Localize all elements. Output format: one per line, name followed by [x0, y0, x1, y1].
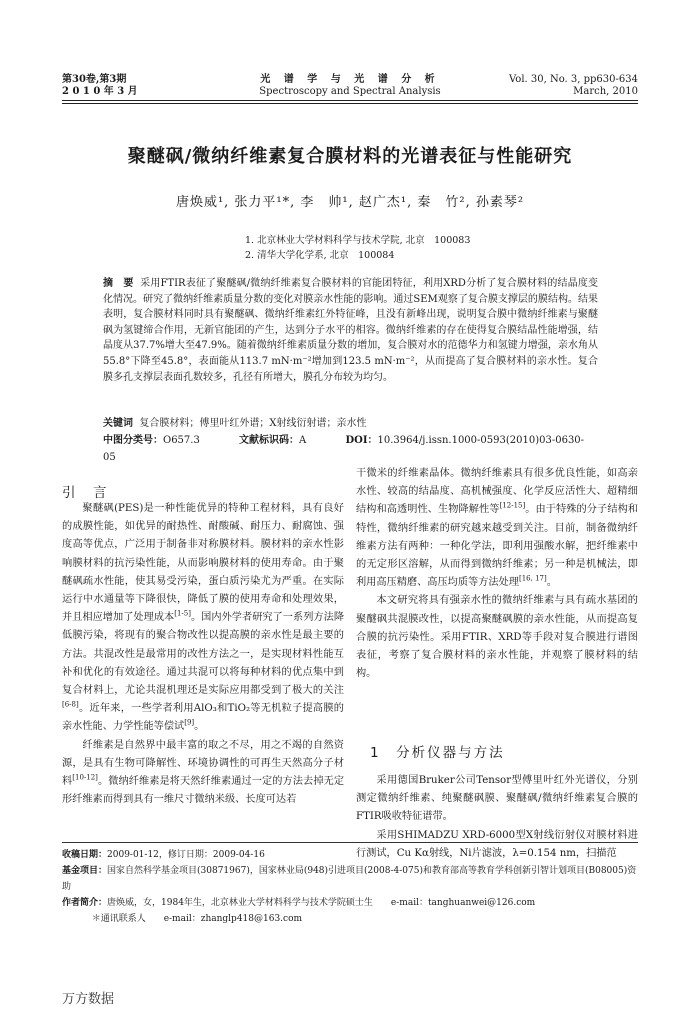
journal-name-cn: 光 谱 学 与 光 谱 分 析 — [260, 74, 440, 85]
methods-paragraph-2: 采用SHIMADZU XRD-6000型X射线衍射仪对膜材料进行测试，Cu Kα射线，Ni片滤波，λ=0.154 nm，扫描范 — [356, 829, 638, 859]
affiliations — [245, 233, 470, 263]
citation[interactable]: [10-12] — [72, 773, 98, 782]
keywords-block — [103, 415, 598, 466]
citation[interactable]: [12-15] — [499, 502, 526, 511]
section-methods-heading: 1 分析仪器与方法 — [370, 745, 505, 761]
doi-value[interactable]: 10.3964/j.issn.1000-0593(2010)03-0630-05 — [103, 435, 585, 463]
abstract — [103, 276, 598, 385]
keywords-row — [103, 415, 598, 432]
received-date: 收稿日期：2009-01-12，修订日期：2009-04-16 — [62, 850, 265, 860]
header-rule — [62, 100, 638, 101]
watermark-text: 万方数据 — [62, 992, 115, 1007]
citation[interactable]: [16, 17] — [519, 574, 547, 583]
vol-pages: Vol. 30, No. 3, pp630-634 — [509, 74, 638, 85]
left-column — [62, 500, 344, 809]
header-rule-thin — [62, 103, 638, 104]
paper-title: 聚醚砜/微纳纤维素复合膜材料的光谱表征与性能研究 — [127, 146, 573, 167]
intro-paragraph-2: 纤维素是自然界中最丰富的取之不尽，用之不竭的自然资源，是具有生物可降解性、环境协调性的可再生天然高分子材料[10-12]。微纳纤维素是将天然纤维素通过一定的方法去掉无定形纤维素而得到具有一维尺寸微纳米级、长度可达若 — [62, 739, 345, 806]
keywords-label: 关键词 — [103, 418, 133, 429]
clc-label: 中图分类号： — [103, 435, 163, 446]
journal-volume — [62, 74, 138, 98]
right-column — [356, 465, 638, 683]
journal-name — [220, 74, 480, 98]
affiliation-1: 1. 北京林业大学材料科学与技术学院, 北京 100083 — [245, 235, 471, 246]
clc-value: O657.3 — [163, 435, 200, 446]
classification-row — [103, 432, 598, 466]
doi-label: DOI： — [345, 435, 378, 446]
methods-paragraph-1: 采用德国Bruker公司Tensor型傅里叶红外光谱仪，分别测定微纳纤维素、纯聚醚砜膜、聚醚砜/微纳纤维素复合膜的FTIR吸收特征谱带。 — [356, 775, 638, 823]
issue-date: 2 0 1 0 年 3 月 — [62, 86, 138, 97]
citation[interactable]: [1-5] — [174, 609, 191, 618]
doc-code-label: 文献标识码： — [239, 435, 300, 446]
footnotes — [62, 847, 638, 927]
citation[interactable]: [9] — [184, 719, 195, 728]
author-list: 唐焕威¹, 张力平¹*, 李 帅¹, 赵广杰¹, 秦 竹², 孙素琴² — [175, 195, 525, 210]
volume-issue: 第30卷,第3期 — [62, 74, 127, 85]
author-bio: 作者简介：唐焕威，女，1984年生，北京林业大学材料科学与技术学院硕士生 e-mail：tanghuanwei@126.com — [62, 898, 536, 908]
keywords-text: 复合膜材料；傅里叶红外谱；X射线衍射谱；亲水性 — [139, 418, 367, 429]
footnote-rule — [62, 842, 638, 843]
pub-date: March, 2010 — [573, 86, 638, 97]
journal-name-en: Spectroscopy and Spectral Analysis — [259, 86, 441, 97]
intro-paragraph-1: 聚醚砜(PES)是一种性能优异的特种工程材料，具有良好的成膜性能，如优异的耐热性、耐酸碱、耐压力、耐腐蚀、强度高等优点，广泛用于制备非对称膜材料。膜材料的亲水性影响膜材料的抗污染性能，从而影响膜材料的使用寿命。由于聚醚砜疏水性能，使其易受污染，蛋白质污染尤为严重。在实际运行中水通量等下降很快，降低了膜的使用寿命和处理效果，并且相应增加了处理成本[1-5]。国内外学者研究了一系列方法降低膜污染，将现有的聚合物改性以提高膜的亲水性是最主要的方法。共混改性是最常用的改性方法之一，是实现材料性能互补和优化的有效途径。通过共混可以将每种材料的优点集中到复合材料上，尤论共混机理还是实际应用都受到了极大的关注[6-8]。近年来，一些学者利用AlO₃和TiO₂等无机粒子提高膜的亲水性能、力学性能等偿试[9]。 — [62, 503, 345, 733]
intro-paragraph-3: 干微米的纤维素晶体。微纳纤维素具有很多优良性能，如高亲水性、较高的结晶度、高机械强度、化学反应活性大、超精细结构和高透明性、生物降解性等[12-15]。由于特殊的分子结构和特性，微纳纤维素的研究越来越受到关注。目前，制备微纳纤维素方法有两种：一种化学法，即利用强酸水解，把纤维素中的无定形区溶解，从而得到微纳纤维素；另一种是机械法，即利用高压精磨、高压均质等方法处理[16, 17]。 — [356, 468, 639, 589]
fund-info: 基金项目：国家自然科学基金项目(30871967)，国家林业局(948)引进项目(2008-4-075)和教育部高等教育学科创新引智计划项目(B08005)资助 — [62, 866, 637, 892]
affiliation-2: 2. 清华大学化学系, 北京 100084 — [245, 250, 395, 261]
doc-code-value: A — [299, 435, 307, 446]
abstract-text: 采用FTIR表征了聚醚砜/微纳纤维素复合膜材料的官能团特征，利用XRD分析了复合膜材料的结晶度变化情况。研究了微纳纤维素质量分数的变化对膜亲水性能的影响。通过SEM观察了复合膜支撑层的膜结构。结果表明，复合膜材料同时具有聚醚砜、微纳纤维素红外特征峰，且没有新峰出现，说明复合膜中微纳纤维素与聚醚砜为氢键缔合作用，无新官能团的产生，达到分子水平的相容。微纳纤维素的存在使得复合膜结晶性能增强，结晶度从37.7%增大至47.9%。随着微纳纤维素质量分数的增加，复合膜对水的范德华力和氢键力增强，亲水角从55.8°下降至45.8°，表面能从113.7 mN·m⁻²增加到123.5 mN·m⁻²，从而提高了复合膜材料的亲水性。复合膜多孔支撑层表面孔数较多，孔径有所增大，膜孔分布较为均匀。 — [103, 278, 599, 383]
corresponding-author: ＊通讯联系人 e-mail：zhanglp418@163.com — [91, 914, 303, 924]
intro-paragraph-4: 本文研究将具有强亲水性的微纳纤维素与具有疏水基团的聚醚砜共混膜改性，以提高聚醚砜膜的亲水性能，从而提高复合膜的抗污染性。采用FTIR、XRD等手段对复合膜进行谱图表征，考察了复合膜材料的亲水性能，并观察了膜材料的结构。 — [356, 595, 638, 680]
section-intro-heading: 引 言 — [62, 485, 109, 501]
journal-citation — [509, 74, 638, 98]
citation[interactable]: [6-8] — [62, 700, 79, 709]
abstract-label: 摘 要 — [103, 278, 134, 289]
